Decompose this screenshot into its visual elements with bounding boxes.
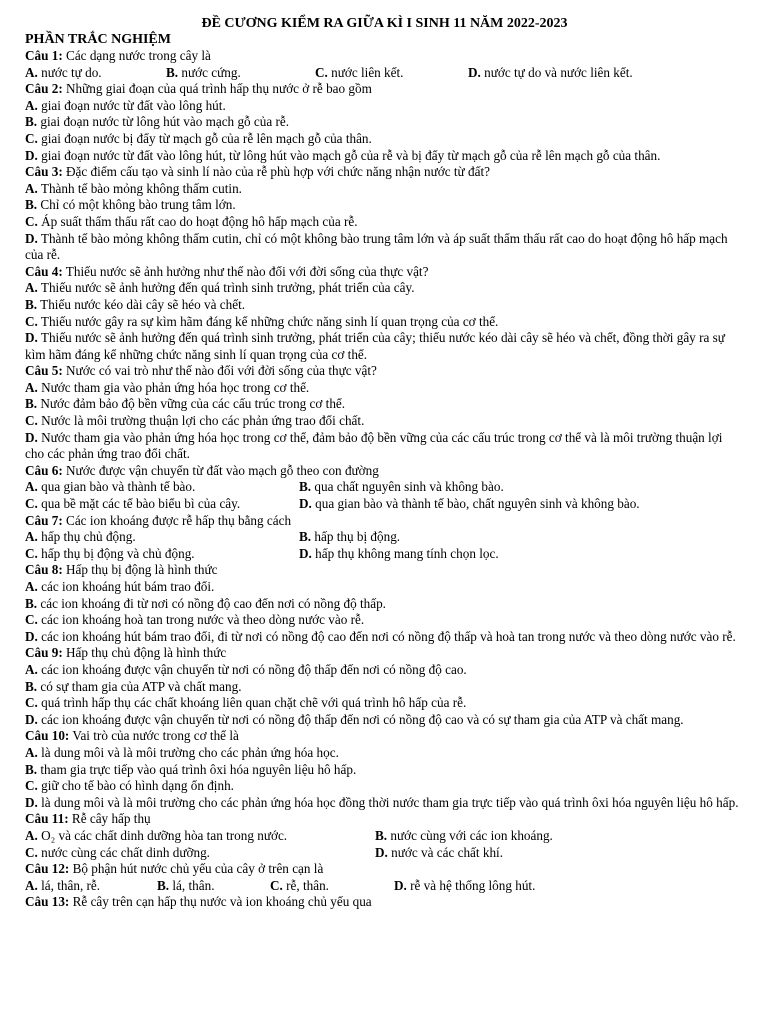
question-label: Câu 7:	[25, 512, 63, 528]
question-text: Những giai đoạn của quá trình hấp thụ nước ở rễ bao gồm	[62, 81, 372, 97]
question-text: Rễ cây hấp thụ	[68, 811, 151, 827]
question-11-options-row1	[25, 828, 744, 845]
question-5	[25, 363, 744, 380]
option-c: C. Thiếu nước gây ra sự kìm hãm đáng kể những chức năng sinh lí quan trọng của cơ thể.	[25, 313, 499, 329]
option-a: A. là dung môi và là môi trường cho các phản ứng hóa học.	[25, 744, 339, 760]
option-a: A. nước tự do.	[25, 64, 102, 80]
document-title: ĐỀ CƯƠNG KIỂM RA GIỮA KÌ I SINH 11 NĂM 2022-2023	[201, 16, 568, 31]
option-d: D. là dung môi và là môi trường cho các phản ứng hóa học đồng thời nước tham gia trực tiếp vào quá trình ôxi hóa nguyên liệu hô hấp.	[25, 794, 739, 810]
option-a: A. các ion khoáng hút bám trao đổi.	[25, 579, 215, 594]
question-label: Câu 11:	[25, 811, 69, 827]
option-c: C. giữ cho tế bào có hình dạng ổn định.	[25, 778, 234, 794]
option-d: D. rễ và hệ thống lông hút.	[394, 877, 536, 893]
option-d: D. Thiếu nước sẽ ảnh hưởng đến quá trình sinh trưởng, phát triển của cây; thiếu nước kéo dài cây sẽ héo và chết, đồng thời gây ra sự kìm hãm đáng kể những chức năng sinh lí quan trọng của cơ thể.	[25, 330, 725, 362]
question-1	[25, 48, 744, 65]
option-b: B. Nước đảm bảo độ bền vững của các cấu trúc trong cơ thể.	[25, 396, 346, 412]
question-text: Bộ phận hút nước chủ yếu của cây ở trên cạn là	[69, 861, 324, 877]
option-c: C. Áp suất thẩm thấu rất cao do hoạt động hô hấp mạch của rễ.	[25, 213, 358, 229]
option-b: B. qua chất nguyên sinh và không bào.	[299, 479, 504, 495]
question-text: Các ion khoáng được rễ hấp thụ bằng cách	[62, 512, 292, 528]
question-12-options	[25, 878, 744, 895]
option-d: D. Thành tế bào mỏng không thấm cutin, chỉ có một không bào trung tâm lớn và áp suất thẩm thấu rất cao do hoạt động hô hấp mạch của rễ.	[25, 230, 728, 263]
question-10	[25, 728, 744, 745]
question-label: Câu 13:	[25, 894, 70, 910]
option-b: B. nước cùng với các ion khoáng.	[375, 827, 553, 843]
option-c: C. nước cùng các chất dinh dưỡng.	[25, 844, 210, 860]
option-c: C. các ion khoáng hoà tan trong nước và theo dòng nước vào rễ.	[25, 612, 365, 628]
option-b: B. lá, thân.	[157, 877, 215, 893]
question-7-options-row2	[25, 546, 744, 563]
option-a: A. Thành tế bào mỏng không thấm cutin.	[25, 180, 242, 196]
option-a: A. qua gian bào và thành tế bào.	[25, 479, 196, 495]
option-c: C. giai đoạn nước bị đẩy từ mạch gỗ của rễ lên mạch gỗ của thân.	[25, 130, 372, 146]
question-label: Câu 9:	[25, 645, 63, 661]
question-text: Hấp thụ chủ động là hình thức	[62, 645, 227, 661]
question-6-options-row1	[25, 479, 744, 496]
question-label: Câu 2:	[25, 81, 63, 97]
question-text: Nước có vai trò như thế nào đối với đời sống của thực vật?	[62, 363, 377, 379]
question-label: Câu 5:	[25, 363, 63, 379]
section-heading: PHẦN TRẮC NGHIỆM	[25, 32, 171, 47]
question-label: Câu 12:	[25, 861, 70, 877]
question-7-options-row1	[25, 529, 744, 546]
question-text: Rễ cây trên cạn hấp thụ nước và ion khoáng chủ yếu qua	[69, 894, 372, 910]
question-6	[25, 463, 744, 480]
question-4	[25, 264, 744, 281]
option-d: D. nước tự do và nước liên kết.	[468, 64, 633, 80]
option-c: C. rễ, thân.	[270, 877, 329, 893]
question-text: Nước được vận chuyển từ đất vào mạch gỗ theo con đường	[62, 462, 379, 478]
option-d: D. các ion khoáng hút bám trao đổi, đi từ nơi có nồng độ cao đến nơi có nồng độ thấp và hoà tan trong nước và theo dòng nước vào rễ.	[25, 628, 736, 644]
question-1-options	[25, 65, 744, 82]
option-a: A. Thiếu nước sẽ ảnh hưởng đến quá trình sinh trưởng, phát triển của cây.	[25, 280, 415, 296]
option-a: A. O₂ và các chất dinh dưỡng hòa tan trong nước.	[25, 827, 288, 843]
question-12	[25, 861, 744, 878]
question-label: Câu 3:	[25, 164, 63, 180]
option-c: C. Nước là môi trường thuận lợi cho các phản ứng trao đổi chất.	[25, 413, 365, 429]
option-d: D. qua gian bào và thành tế bào, chất nguyên sinh và không bào.	[299, 496, 640, 512]
option-a: A. Nước tham gia vào phản ứng hóa học trong cơ thể.	[25, 379, 310, 395]
question-11-options-row2	[25, 845, 744, 862]
question-8	[25, 562, 744, 579]
question-11	[25, 811, 744, 828]
question-9	[25, 645, 744, 662]
question-text: Hấp thụ bị động là hình thức	[62, 562, 218, 578]
question-label: Câu 4:	[25, 263, 63, 279]
option-a: A. lá, thân, rễ.	[25, 877, 101, 893]
option-d: D. nước và các chất khí.	[375, 844, 503, 860]
option-d: D. giai đoạn nước từ đất vào lông hút, từ lông hút vào mạch gỗ của rễ và bị đẩy từ mạch gỗ của rễ lên mạch gỗ của thân.	[25, 147, 661, 163]
option-b: B. có sự tham gia của ATP và chất mang.	[25, 678, 242, 694]
question-label: Câu 1:	[25, 48, 63, 63]
question-13	[25, 894, 744, 911]
question-6-options-row2	[25, 496, 744, 513]
option-b: B. tham gia trực tiếp vào quá trình ôxi hóa nguyên liệu hô hấp.	[25, 761, 357, 777]
option-a: A. giai đoạn nước từ đất vào lông hút.	[25, 97, 226, 113]
option-b: B. hấp thụ bị động.	[299, 529, 401, 545]
option-a: A. hấp thụ chủ động.	[25, 529, 136, 545]
question-2	[25, 81, 744, 98]
option-b: B. nước cứng.	[166, 64, 241, 80]
option-b: B. Thiếu nước kéo dài cây sẽ héo và chết.	[25, 296, 246, 312]
option-b: B. giai đoạn nước từ lông hút vào mạch gỗ của rễ.	[25, 114, 290, 130]
question-text: Vai trò của nước trong cơ thể là	[69, 728, 239, 744]
option-c: C. nước liên kết.	[315, 64, 404, 80]
question-label: Câu 10:	[25, 728, 70, 744]
question-3	[25, 164, 744, 181]
question-text: Đặc điểm cấu tạo và sinh lí nào của rễ phù hợp với chức năng nhận nước từ đất?	[62, 164, 490, 180]
option-b: B. Chỉ có một không bào trung tâm lớn.	[25, 197, 236, 213]
option-d: D. hấp thụ không mang tính chọn lọc.	[299, 545, 499, 561]
option-c: C. hấp thụ bị động và chủ động.	[25, 545, 195, 561]
question-7	[25, 513, 744, 530]
question-text: Các dạng nước trong cây là	[62, 48, 211, 63]
question-label: Câu 8:	[25, 562, 63, 578]
option-b: B. các ion khoáng đi từ nơi có nồng độ cao đến nơi có nồng độ thấp.	[25, 595, 386, 611]
question-label: Câu 6:	[25, 462, 63, 478]
question-text: Thiếu nước sẽ ảnh hưởng như thế nào đối với đời sống của thực vật?	[62, 263, 429, 279]
option-d: D. các ion khoáng được vận chuyển từ nơi có nồng độ thấp đến nơi có nồng độ cao và có sự tham gia của ATP và chất mang.	[25, 711, 684, 727]
option-a: A. các ion khoáng được vận chuyển từ nơi có nồng độ thấp đến nơi có nồng độ cao.	[25, 661, 467, 677]
option-c: C. qua bề mặt các tế bào biểu bì của cây.	[25, 496, 241, 512]
option-c: C. quá trình hấp thụ các chất khoáng liên quan chặt chẽ với quá trình hô hấp của rễ.	[25, 695, 467, 711]
option-d: D. Nước tham gia vào phản ứng hóa học trong cơ thể, đảm bảo độ bền vững của các cấu trúc trong cơ thể và là môi trường thuận lợi cho các phản ứng trao đổi chất.	[25, 429, 723, 462]
